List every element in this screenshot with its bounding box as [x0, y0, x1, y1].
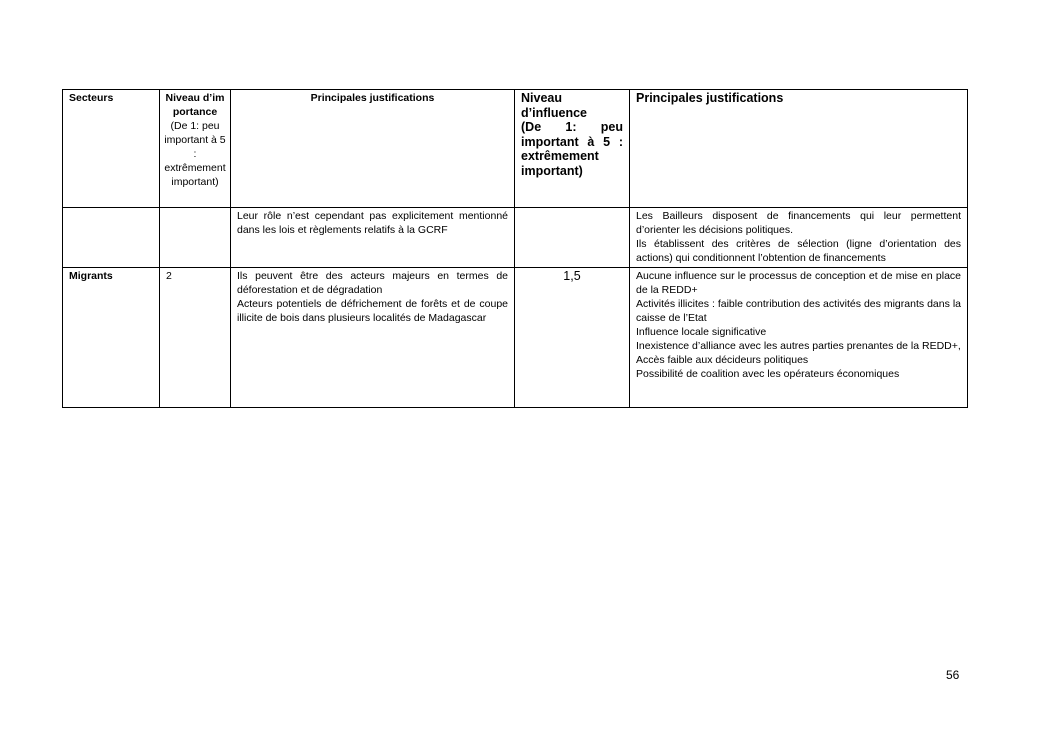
header-justification-2: Principales justifications [630, 90, 968, 208]
cell-influence [515, 208, 630, 268]
table-header-row [63, 90, 968, 208]
header-influence-title: Niveau d’influence [521, 91, 587, 120]
stakeholder-table [62, 89, 968, 408]
header-importance-title: Niveau d’importance [165, 92, 225, 118]
justification-line: Inexistence d’alliance avec les autres parties prenantes de la REDD+, [636, 340, 961, 352]
justification-line: Ils peuvent être des acteurs majeurs en termes de déforestation et de dégradation [237, 270, 508, 296]
justification-line: Accès faible aux décideurs politiques [636, 354, 809, 366]
header-importance [160, 90, 231, 208]
table-row [63, 268, 968, 408]
justification-line: Leur rôle n’est cependant pas explicitement mentionné dans les lois et règlements relatifs à la GCRF [237, 210, 508, 236]
header-justification-1: Principales justifications [231, 90, 515, 208]
justification-line: Les Bailleurs disposent de financements qui leur permettent d’orienter les décisions politiques. [636, 210, 961, 236]
cell-sector: Migrants [63, 268, 160, 408]
cell-justification-2 [630, 208, 968, 268]
justification-line: Possibilité de coalition avec les opérateurs économiques [636, 368, 900, 380]
cell-importance [160, 208, 231, 268]
justification-line: Activités illicites : faible contribution des activités des migrants dans la caisse de l’Etat [636, 298, 961, 324]
header-influence [515, 90, 630, 208]
header-sectors: Secteurs [63, 90, 160, 208]
page-number: 56 [946, 668, 960, 682]
cell-influence: 1,5 [515, 268, 630, 408]
cell-justification-2 [630, 268, 968, 408]
justification-line: Ils établissent des critères de sélection (ligne d’orientation des actions) qui conditionnent l’obtention de financements [636, 238, 961, 264]
cell-justification-1 [231, 208, 515, 268]
header-influence-scale: (De 1: peu important à 5 : extrêmement important) [521, 120, 623, 178]
cell-justification-1 [231, 268, 515, 408]
justification-line: Aucune influence sur le processus de conception et de mise en place de la REDD+ [636, 270, 961, 296]
table-row [63, 208, 968, 268]
cell-importance: 2 [160, 268, 231, 408]
justification-line: Influence locale significative [636, 326, 767, 338]
header-importance-scale: (De 1: peu important à 5 : extrêmement important) [164, 120, 226, 188]
justification-line: Acteurs potentiels de défrichement de forêts et de coupe illicite de bois dans plusieurs localités de Madagascar [237, 298, 508, 324]
cell-sector [63, 208, 160, 268]
